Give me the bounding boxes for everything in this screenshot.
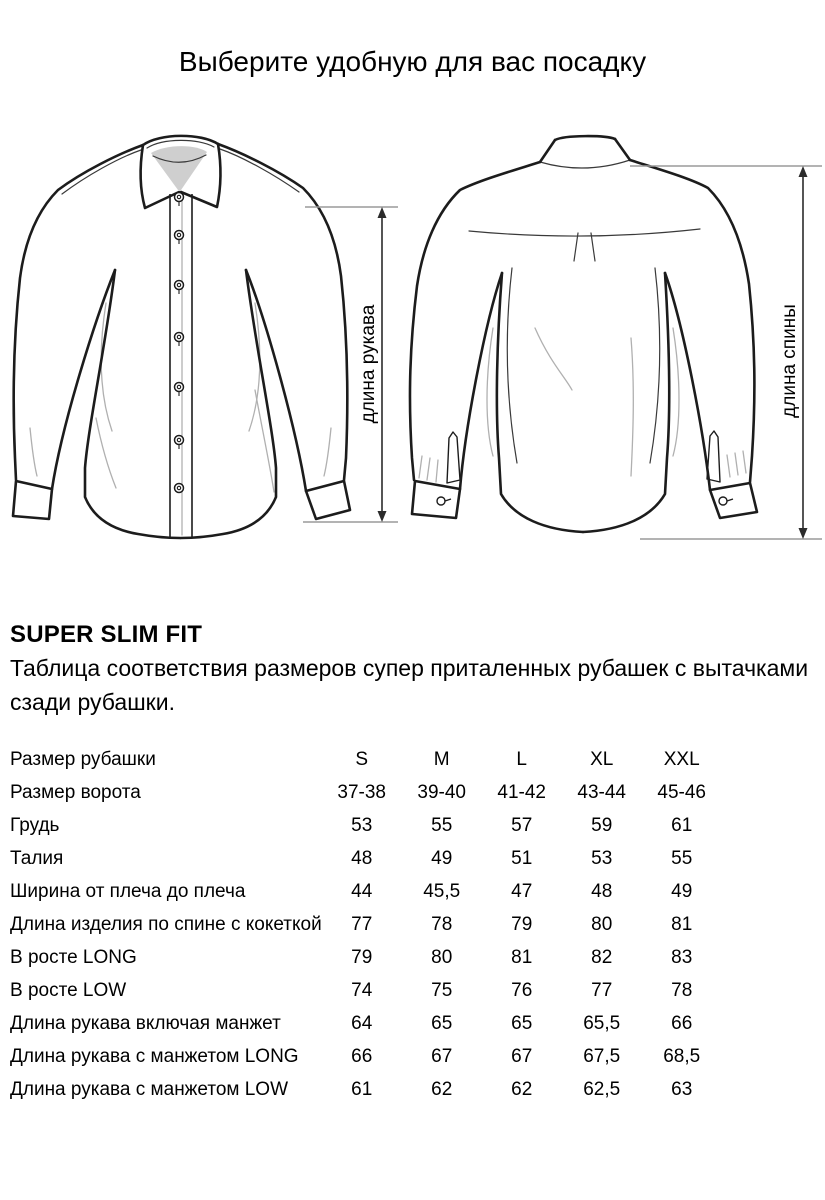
arrow-down-icon [799, 528, 808, 539]
size-value-cell: 74 [351, 979, 373, 1001]
size-value-cell: 77 [351, 913, 373, 935]
size-value-cell: 78 [431, 913, 453, 935]
fit-description: Таблица соответствия размеров супер приталенных рубашек с вытачками сзади рубашки. [10, 655, 809, 715]
arrow-down-icon [378, 511, 387, 522]
size-value-cell: 47 [511, 880, 533, 902]
size-value-cell: 61 [671, 814, 693, 836]
size-value-cell: 41-42 [497, 781, 547, 803]
size-value-cell: 66 [671, 1012, 693, 1034]
size-table [10, 743, 722, 1106]
size-value-cell: 37-38 [337, 781, 387, 803]
arrow-up-icon [378, 207, 387, 218]
size-value-cell: 77 [591, 979, 613, 1001]
size-value-cell: 57 [511, 814, 533, 836]
size-value-cell: 51 [511, 847, 533, 869]
size-value-cell: 75 [431, 979, 453, 1001]
size-value-cell: 61 [351, 1078, 373, 1100]
size-value-cell: 83 [671, 946, 693, 968]
table-row [10, 743, 722, 776]
size-value-cell: 67,5 [583, 1045, 621, 1067]
row-label: Длина рукава с манжетом LOW [10, 1078, 289, 1100]
table-row [10, 776, 722, 809]
size-value-cell: 55 [671, 847, 693, 869]
back-length-label: длина спины [779, 304, 800, 418]
size-value-cell: 55 [431, 814, 453, 836]
table-row [10, 842, 722, 875]
row-label: Длина изделия по спине с кокеткой [10, 913, 322, 935]
sleeve-length-label: длина рукава [358, 304, 379, 424]
size-value-cell: 62,5 [583, 1078, 621, 1100]
table-row [10, 1040, 722, 1073]
size-value-cell: 66 [351, 1045, 373, 1067]
size-value-cell: 45-46 [657, 781, 707, 803]
back-length-dimension [630, 156, 825, 548]
size-value-cell: 45,5 [423, 880, 461, 902]
page-title: Выберите удобную для вас посадку [178, 46, 647, 77]
table-row [10, 875, 722, 908]
row-label: Длина рукава включая манжет [10, 1012, 281, 1034]
fit-heading: SUPER SLIM FIT [10, 621, 203, 648]
size-value-cell: 44 [351, 880, 373, 902]
table-row [10, 908, 722, 941]
size-table-body [10, 743, 722, 1106]
size-value-cell: 67 [431, 1045, 453, 1067]
size-value-cell: 79 [351, 946, 373, 968]
size-value-cell: 81 [511, 946, 533, 968]
size-value-cell: 53 [591, 847, 613, 869]
table-row [10, 941, 722, 974]
size-value-cell: 67 [511, 1045, 533, 1067]
sleeve-length-dimension [300, 198, 404, 532]
table-row [10, 974, 722, 1007]
size-value-cell: 53 [351, 814, 373, 836]
size-value-cell: 48 [591, 880, 613, 902]
table-row [10, 1073, 722, 1106]
row-label: Размер ворота [10, 781, 141, 803]
size-value-cell: L [516, 748, 527, 770]
shirt-figure [0, 110, 825, 580]
size-value-cell: XXL [663, 748, 700, 770]
size-value-cell: 49 [431, 847, 453, 869]
row-label: Размер рубашки [10, 748, 156, 770]
size-value-cell: 49 [671, 880, 693, 902]
size-value-cell: 79 [511, 913, 533, 935]
size-value-cell: 64 [351, 1012, 373, 1034]
size-value-cell: 76 [511, 979, 533, 1001]
table-row [10, 809, 722, 842]
row-label: Грудь [10, 814, 60, 836]
size-value-cell: 78 [671, 979, 693, 1001]
size-value-cell: 80 [591, 913, 613, 935]
row-label: В росте LONG [10, 946, 137, 968]
row-label: Ширина от плеча до плеча [10, 880, 246, 902]
size-value-cell: S [355, 748, 369, 770]
row-label: Длина рукава с манжетом LONG [10, 1045, 299, 1067]
row-label: В росте LOW [10, 979, 127, 1001]
size-value-cell: 63 [671, 1078, 693, 1100]
size-value-cell: 80 [431, 946, 453, 968]
row-label: Талия [10, 847, 64, 869]
size-value-cell: 82 [591, 946, 613, 968]
size-value-cell: 43-44 [577, 781, 627, 803]
arrow-up-icon [799, 166, 808, 177]
size-value-cell: 65 [431, 1012, 453, 1034]
size-value-cell: 65 [511, 1012, 533, 1034]
size-value-cell: 59 [591, 814, 613, 836]
table-row [10, 1007, 722, 1040]
size-value-cell: 62 [431, 1078, 453, 1100]
size-value-cell: M [433, 748, 450, 770]
size-value-cell: 68,5 [663, 1045, 701, 1067]
size-value-cell: 39-40 [417, 781, 467, 803]
size-value-cell: XL [590, 748, 614, 770]
size-value-cell: 81 [671, 913, 693, 935]
size-value-cell: 65,5 [583, 1012, 621, 1034]
size-value-cell: 62 [511, 1078, 533, 1100]
size-value-cell: 48 [351, 847, 373, 869]
